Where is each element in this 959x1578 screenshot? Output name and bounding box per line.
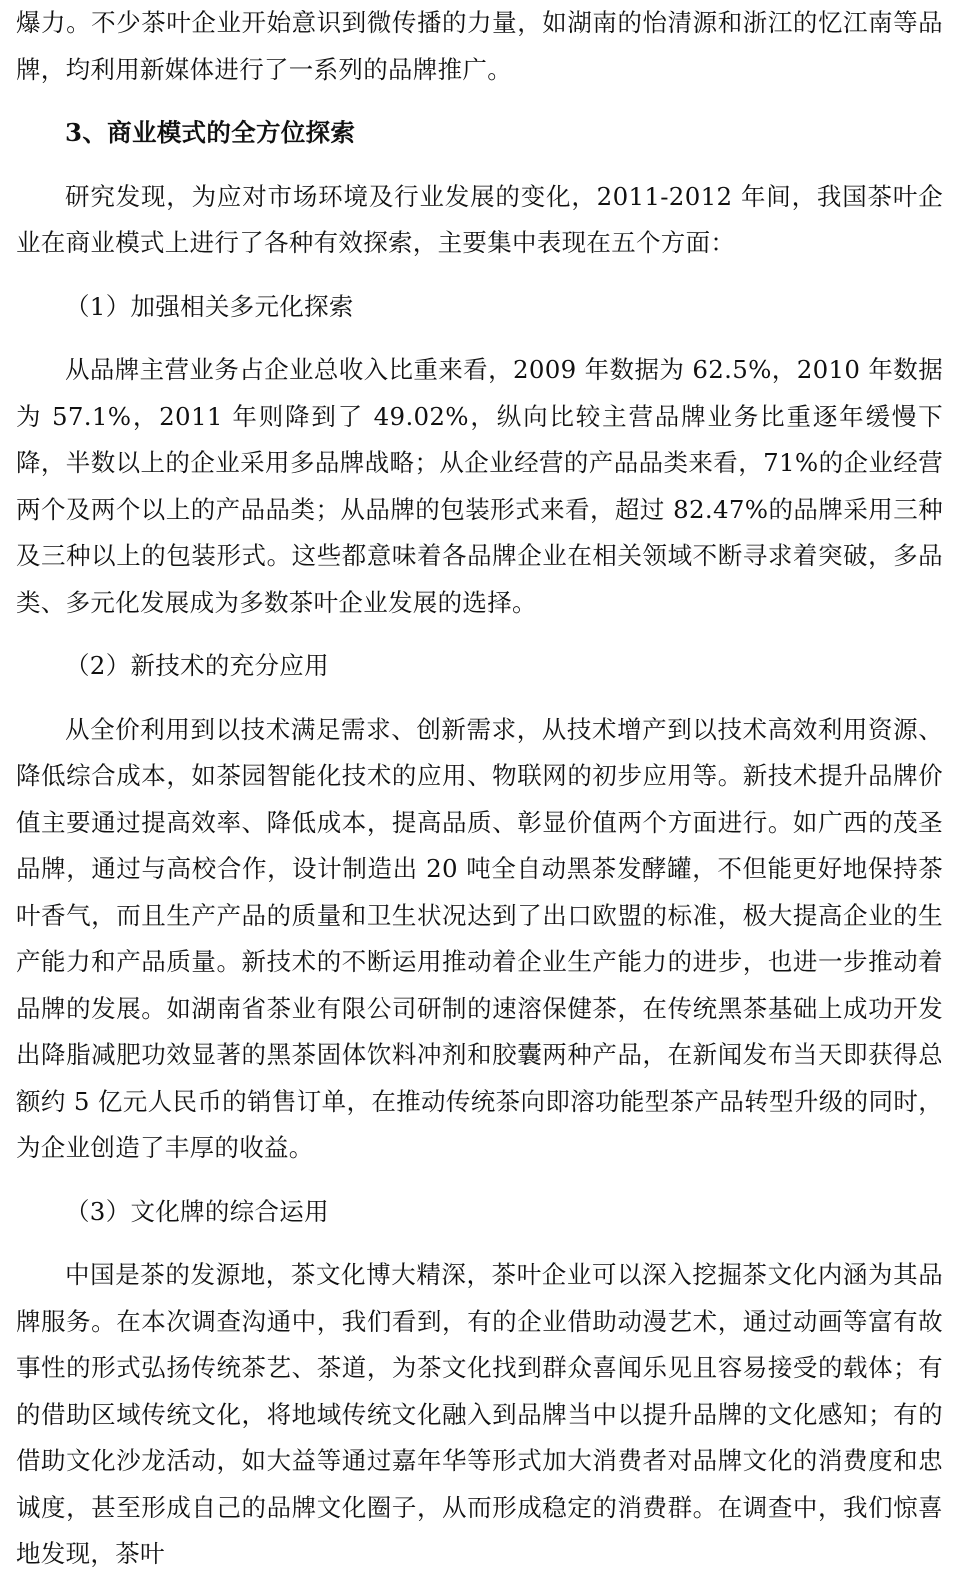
paragraph-technology: 从全价利用到以技术满足需求、创新需求，从技术增产到以技术高效利用资源、降低综合成本，如茶园智能化技术的应用、物联网的初步应用等。新技术提升品牌价值主要通过提高效率、降低成本，提高品质、彰显价值两个方面进行。如广西的茂圣品牌，通过与高校合作，设计制造出 20 吨全自动黑茶发酵罐，不但能更好地保持茶叶香气，而且生产产品的质量和卫生状况达到了出口欧盟的标准，极大提高企业的生产能力和产品质量。新技术的不断运用推动着企业生产能力的进步，也进一步推动着品牌的发展。如湖南省茶业有限公司研制的速溶保健茶，在传统黑茶基础上成功开发出降脂减肥功效显著的黑茶固体饮料冲剂和胶囊两种产品，在新闻发布当天即获得总额约 5 亿元人民币的销售订单，在推动传统茶向即溶功能型茶产品转型升级的同时，为企业创造了丰厚的收益。 <box>16 714 943 1162</box>
document-page <box>16 0 943 1577</box>
section-heading: 3、商业模式的全方位探索 <box>65 118 356 147</box>
subheading-culture: （3）文化牌的综合运用 <box>65 1196 329 1226</box>
paragraph-intro: 研究发现，为应对市场环境及行业发展的变化，2011-2012 年间，我国茶叶企业在商业模式上进行了各种有效探索，主要集中表现在五个方面： <box>16 181 943 257</box>
subheading-technology: （2）新技术的充分应用 <box>65 651 329 680</box>
subheading-diversification: （1）加强相关多元化探索 <box>65 291 354 321</box>
paragraph-diversification: 从品牌主营业务占企业总收入比重来看，2009 年数据为 62.5%，2010 年数据为 57.1%，2011 年则降到了 49.02%，纵向比较主营品牌业务比重逐年缓慢下降，半数以上的企业采用多品牌战略；从企业经营的产品品类来看，71%的企业经营两个及两个以上的产品品类；从品牌的包装形式来看，超过 82.47%的品牌采用三种及三种以上的包装形式。这些都意味着各品牌企业在相关领域不断寻求着突破，多品类、多元化发展成为多数茶叶企业发展的选择。 <box>16 355 943 617</box>
paragraph-culture: 中国是茶的发源地，茶文化博大精深，茶叶企业可以深入挖掘茶文化内涵为其品牌服务。在本次调查沟通中，我们看到，有的企业借助动漫艺术，通过动画等富有故事性的形式弘扬传统茶艺、茶道，为茶文化找到群众喜闻乐见且容易接受的载体；有的借助区域传统文化，将地域传统文化融入到品牌当中以提升品牌的文化感知；有的借助文化沙龙活动，如大益等通过嘉年华等形式加大消费者对品牌文化的消费度和忠诚度，甚至形成自己的品牌文化圈子，从而形成稳定的消费群。在调查中，我们惊喜地发现，茶叶 <box>16 1260 943 1568</box>
paragraph-continuation: 爆力。不少茶叶企业开始意识到微传播的力量，如湖南的怡清源和浙江的忆江南等品牌，均利用新媒体进行了一系列的品牌推广。 <box>16 8 943 84</box>
